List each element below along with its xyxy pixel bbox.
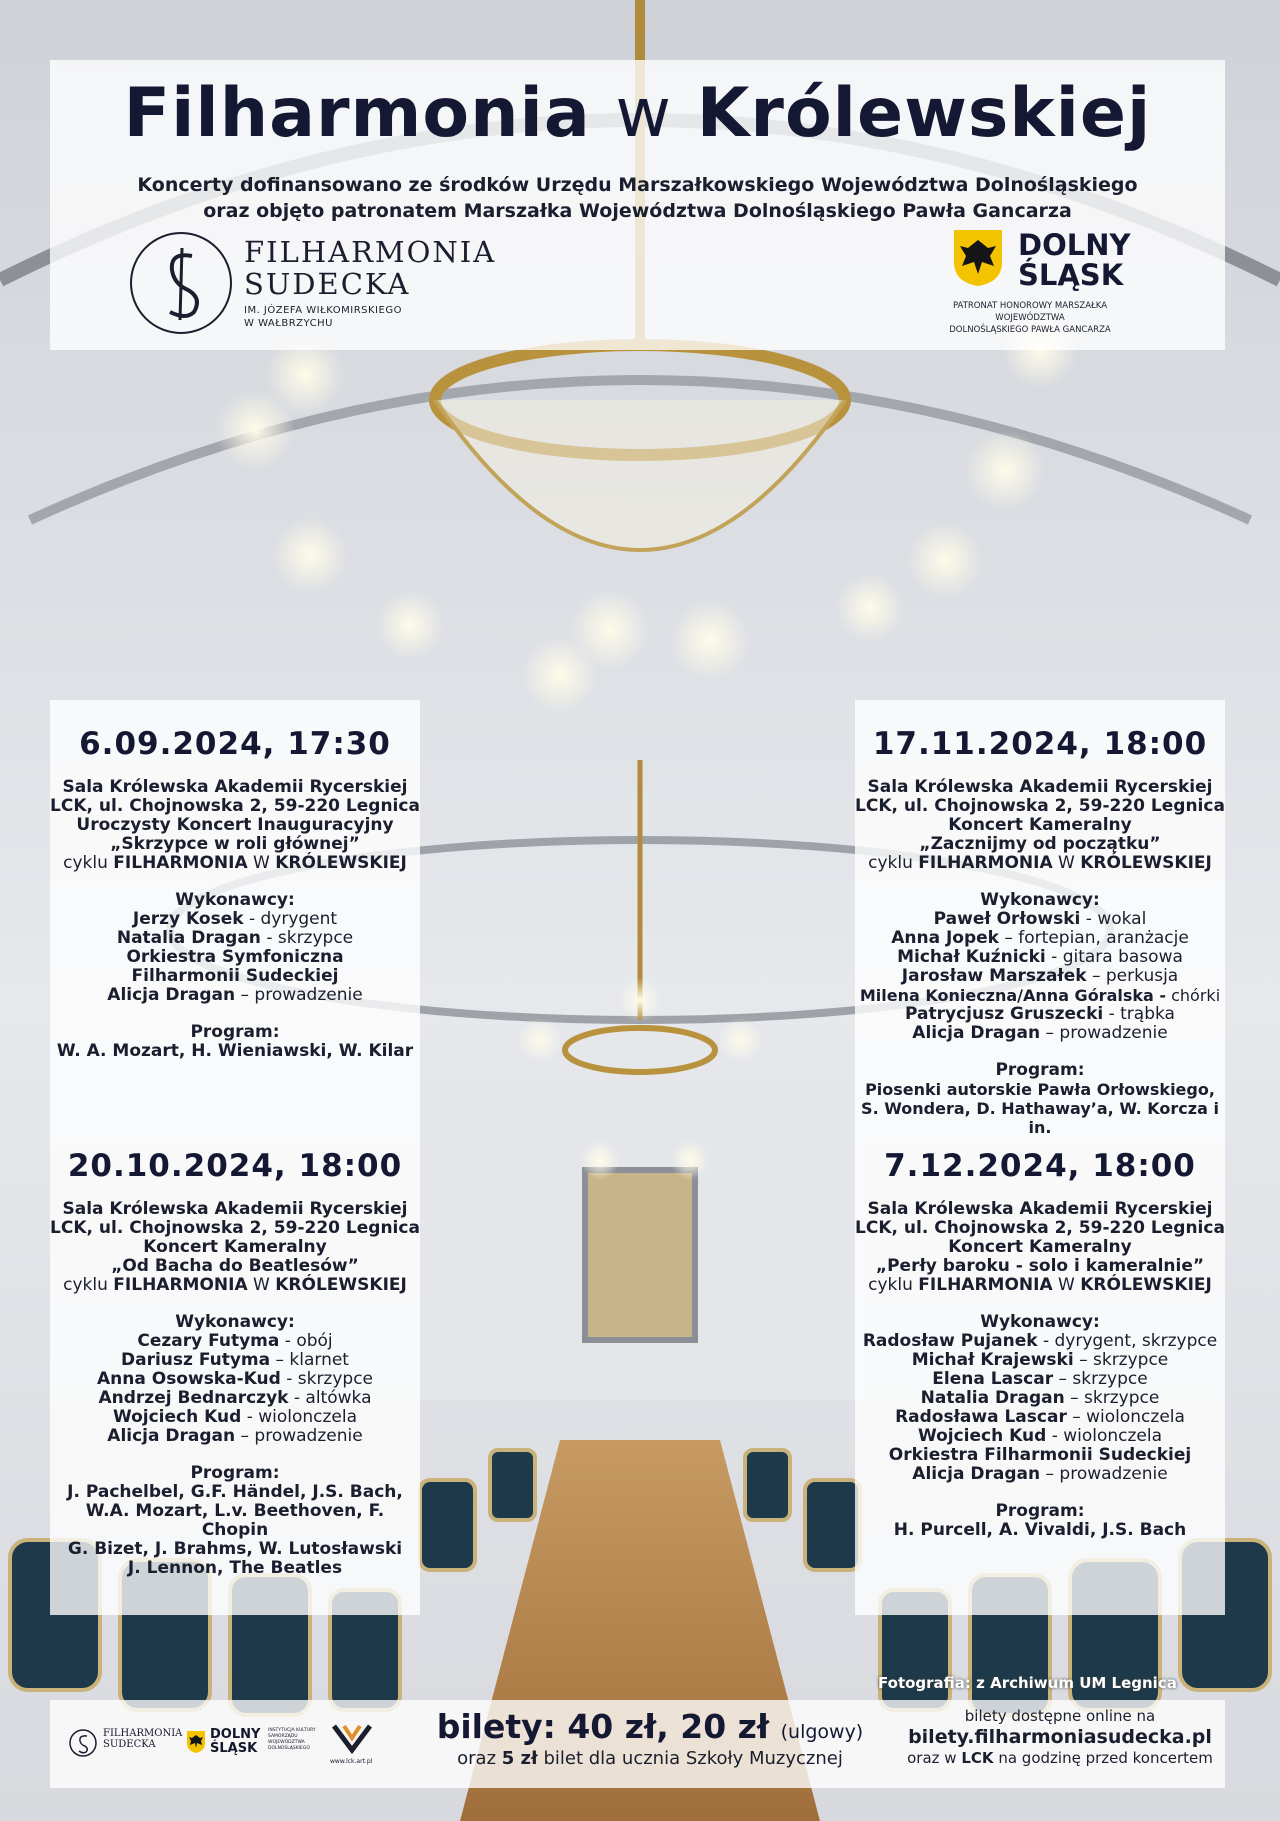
header-panel <box>50 60 1225 350</box>
title-right: Królewskiej <box>696 74 1152 153</box>
concerts-left-column <box>50 700 420 1615</box>
funding-line-2: oraz objęto patronatem Marszałka Województwa Dolnośląskiego Pawła Gancarza <box>203 200 1072 222</box>
online-prefix: oraz w <box>907 1749 957 1767</box>
performer-name: Paweł Orłowski <box>933 909 1081 929</box>
cycle-b: KRÓLEWSKIEJ <box>1080 1275 1212 1295</box>
cycle-w: W <box>1058 1275 1075 1295</box>
cycle-prefix: cyklu <box>63 1275 108 1295</box>
cycle-b: KRÓLEWSKIEJ <box>275 853 407 873</box>
program-label: Program: <box>190 1022 280 1042</box>
concert-date: 20.10.2024, 18:00 <box>67 1148 403 1184</box>
student-prefix: oraz <box>457 1748 497 1769</box>
cycle-prefix: cyklu <box>63 853 108 873</box>
performer-name: Elena Lascar <box>932 1369 1054 1389</box>
performer-name: Jerzy Kosek <box>132 909 244 929</box>
performer-role: - trąbka <box>1103 1004 1175 1024</box>
online-lck: LCK <box>961 1749 994 1767</box>
footer-logos <box>68 1716 388 1776</box>
concert-card-2 <box>50 1148 420 1578</box>
performer-row <box>855 910 1225 929</box>
concert-cycle <box>855 854 1225 873</box>
performer-name: Michał Kuźnicki <box>897 947 1046 967</box>
venue-line-2: LCK, ul. Chojnowska 2, 59-220 Legnica <box>855 1218 1225 1238</box>
student-ticket <box>380 1748 920 1770</box>
title-left: Filharmonia <box>123 74 591 153</box>
mini-ds-line-1: DOLNY <box>210 1727 261 1742</box>
funding-note <box>50 172 1225 224</box>
fs-mini-logo-icon <box>68 1728 98 1758</box>
performer-name: Alicja Dragan <box>912 1464 1041 1484</box>
concert-type: Uroczysty Koncert Inauguracyjny <box>76 815 394 835</box>
eagle-shield-icon <box>952 228 1004 288</box>
fs-sub-1: IM. JÓZEFA WIŁKOMIRSKIEGO <box>244 305 402 316</box>
performer-role: - dyrygent <box>243 909 338 929</box>
ds-line-1: DOLNY <box>1018 228 1131 262</box>
concert-name: „Od Bacha do Beatlesów” <box>111 1256 359 1276</box>
performer-row <box>855 1465 1225 1484</box>
venue-line-1: Sala Królewska Akademii Rycerskiej <box>62 1199 408 1219</box>
performer-name: Wojciech Kud <box>917 1426 1047 1446</box>
performer-role: – perkusja <box>1086 966 1179 986</box>
performer-row <box>855 967 1225 986</box>
program-label: Program: <box>190 1463 280 1483</box>
concert-date: 17.11.2024, 18:00 <box>872 726 1208 762</box>
mini-fs-line-2: SUDECKA <box>103 1739 156 1750</box>
performer-name: Orkiestra Symfoniczna <box>126 947 344 967</box>
performer-row <box>50 910 420 929</box>
concert-date: 6.09.2024, 17:30 <box>79 726 391 762</box>
performer-role: - skrzypce <box>280 1369 374 1389</box>
cycle-a: FILHARMONIA <box>918 853 1053 873</box>
performer-row <box>50 948 420 967</box>
poster-title <box>50 74 1225 153</box>
venue-line-1: Sala Królewska Akademii Rycerskiej <box>867 777 1213 797</box>
performer-role: - dyrygent, skrzypce <box>1037 1331 1218 1351</box>
fs-sub-2: W WAŁBRZYCHU <box>244 318 333 329</box>
performer-row <box>50 1351 420 1370</box>
performer-name: Radosław Pujanek <box>862 1331 1038 1351</box>
student-rest: bilet dla ucznia Szkoły Muzycznej <box>543 1748 843 1769</box>
performer-name: Orkiestra Filharmonii Sudeckiej <box>888 1445 1192 1465</box>
performer-name: Dariusz Futyma <box>121 1350 271 1370</box>
performer-role: – skrzypce <box>1053 1369 1148 1389</box>
program-line: W.A. Mozart, L.v. Beethoven, F. Chopin <box>85 1501 385 1540</box>
performer-name: Natalia Dragan <box>116 928 261 948</box>
online-rest: na godzinę przed koncertem <box>998 1749 1213 1767</box>
performer-row <box>50 1370 420 1389</box>
cycle-a: FILHARMONIA <box>918 1275 1053 1295</box>
performer-row <box>855 1370 1225 1389</box>
concert-cycle <box>50 854 420 873</box>
performer-row <box>50 1427 420 1446</box>
program-line: H. Purcell, A. Vivaldi, J.S. Bach <box>893 1520 1187 1540</box>
concert-name: „Perły baroku - solo i kameralnie” <box>875 1256 1205 1276</box>
ds-sub-2: DOLNOŚLĄSKIEGO PAWŁA GANCARZA <box>949 325 1111 335</box>
program-line: G. Bizet, J. Brahms, W. Lutosławski <box>67 1539 403 1559</box>
performer-name: Andrzej Bednarczyk <box>98 1388 289 1408</box>
cycle-w: W <box>1058 853 1075 873</box>
price-reduced-note: (ulgowy) <box>780 1721 864 1743</box>
cycle-b: KRÓLEWSKIEJ <box>275 1275 407 1295</box>
performers-label: Wykonawcy: <box>980 1312 1100 1332</box>
photo-credit: Fotografia: z Archiwum UM Legnica <box>878 1674 1177 1692</box>
funding-line-1: Koncerty dofinansowano ze środków Urzędu Marszałkowskiego Województwa Dolnośląskiego <box>137 174 1138 196</box>
mini-ds-line-2: ŚLĄSK <box>210 1741 258 1756</box>
fs-line-1: FILHARMONIA <box>244 235 497 269</box>
performer-name: Cezary Futyma <box>137 1331 280 1351</box>
fs-line-2: SUDECKA <box>244 267 411 301</box>
performer-name: Jarosław Marszałek <box>901 966 1087 986</box>
performer-name: Alicja Dragan <box>107 1426 236 1446</box>
performer-role: – prowadzenie <box>235 985 363 1005</box>
performer-row <box>50 1408 420 1427</box>
performer-row <box>855 1427 1225 1446</box>
concert-type: Koncert Kameralny <box>948 815 1132 835</box>
venue-line-1: Sala Królewska Akademii Rycerskiej <box>62 777 408 797</box>
concert-card-1 <box>50 726 420 1061</box>
program-label: Program: <box>995 1060 1085 1080</box>
concert-type: Koncert Kameralny <box>948 1237 1132 1257</box>
performer-name: Alicja Dragan <box>912 1023 1041 1043</box>
ds-sub-1: PATRONAT HONOROWY MARSZAŁKA WOJEWÓDZTWA <box>952 301 1108 323</box>
cycle-w: W <box>253 1275 270 1295</box>
performer-row <box>855 1351 1225 1370</box>
cycle-a: FILHARMONIA <box>113 1275 248 1295</box>
concert-name: „Zacznijmy od początku” <box>919 834 1161 854</box>
concert-cycle <box>50 1276 420 1295</box>
venue-line-1: Sala Królewska Akademii Rycerskiej <box>867 1199 1213 1219</box>
performer-role: – prowadzenie <box>235 1426 363 1446</box>
student-price: 5 zł <box>501 1748 538 1769</box>
performer-row <box>855 929 1225 948</box>
performer-role: – prowadzenie <box>1040 1464 1168 1484</box>
performer-role: - wiolonczela <box>241 1407 358 1427</box>
performer-role: - gitara basowa <box>1045 947 1183 967</box>
performer-name: Filharmonii Sudeckiej <box>131 966 339 986</box>
venue-line-2: LCK, ul. Chojnowska 2, 59-220 Legnica <box>50 1218 420 1238</box>
performer-role: - altówka <box>288 1388 372 1408</box>
performer-row <box>50 1389 420 1408</box>
ds-mini-shield-icon <box>186 1730 206 1754</box>
performer-name: Wojciech Kud <box>112 1407 242 1427</box>
online-line-3 <box>895 1748 1225 1768</box>
price-main-text: bilety: 40 zł, 20 zł <box>436 1707 770 1746</box>
performers-label: Wykonawcy: <box>175 1312 295 1332</box>
performer-role: – fortepian, aranżacje <box>998 928 1189 948</box>
performer-row <box>855 1408 1225 1427</box>
title-w: w <box>615 74 673 153</box>
dolny-slask-logo <box>900 228 1131 340</box>
performer-name: Patrycjusz Gruszecki <box>905 1004 1104 1024</box>
program-line: J. Lennon, The Beatles <box>127 1558 343 1578</box>
performers-label: Wykonawcy: <box>980 890 1100 910</box>
performers-label: Wykonawcy: <box>175 890 295 910</box>
tickets-url[interactable]: bilety.filharmoniasudecka.pl <box>908 1726 1212 1748</box>
program-label: Program: <box>995 1501 1085 1521</box>
venue-line-2: LCK, ul. Chojnowska 2, 59-220 Legnica <box>855 796 1225 816</box>
program-line: J. Pachelbel, G.F. Händel, J.S. Bach, <box>67 1482 403 1502</box>
program-line: S. Wondera, D. Hathaway’a, W. Korcza i in. <box>861 1099 1219 1137</box>
performer-name: Michał Krajewski <box>911 1350 1074 1370</box>
performer-role: - skrzypce <box>260 928 354 948</box>
performer-row <box>855 1332 1225 1351</box>
cycle-prefix: cyklu <box>868 1275 913 1295</box>
performer-row <box>855 986 1225 1005</box>
fs-monogram-icon <box>130 232 232 334</box>
performer-role: – klarnet <box>270 1350 349 1370</box>
performer-name: Alicja Dragan <box>107 985 236 1005</box>
performer-row <box>855 1005 1225 1024</box>
lck-logo-icon <box>330 1722 374 1754</box>
cycle-w: W <box>253 853 270 873</box>
performer-role: - wokal <box>1080 909 1147 929</box>
performer-name: Radosława Lascar <box>895 1407 1067 1427</box>
performer-row <box>855 1389 1225 1408</box>
performer-row <box>50 1332 420 1351</box>
ticket-prices <box>380 1708 920 1751</box>
performer-row <box>50 929 420 948</box>
filharmonia-sudecka-logo <box>130 230 550 340</box>
performer-role: – skrzypce <box>1064 1388 1160 1408</box>
venue-line-2: LCK, ul. Chojnowska 2, 59-220 Legnica <box>50 796 420 816</box>
concert-card-3 <box>855 726 1225 1137</box>
program-line: W. A. Mozart, H. Wieniawski, W. Kilar <box>56 1041 414 1061</box>
performer-role: chórki <box>1166 986 1221 1005</box>
performer-row <box>855 1024 1225 1043</box>
lck-url: www.lck.art.pl <box>330 1758 373 1765</box>
concert-card-4 <box>855 1148 1225 1540</box>
performer-role: – wiolonczela <box>1066 1407 1185 1427</box>
performer-role: – skrzypce <box>1073 1350 1169 1370</box>
cycle-prefix: cyklu <box>868 853 913 873</box>
performer-role: – prowadzenie <box>1040 1023 1168 1043</box>
program-line: Piosenki autorskie Pawła Orłowskiego, <box>865 1080 1215 1099</box>
performer-name: Anna Osowska-Kud <box>96 1369 281 1389</box>
performer-row <box>855 948 1225 967</box>
concert-cycle <box>855 1276 1225 1295</box>
performer-name: Anna Jopek <box>891 928 999 948</box>
concerts-right-column <box>855 700 1225 1615</box>
performer-row <box>50 967 420 986</box>
online-tickets-info <box>895 1706 1225 1768</box>
mini-institution-note: INSTYTUCJA KULTURY SAMORZĄDU WOJEWÓDZTWA DOLNOŚLĄSKIEGO <box>268 1728 316 1751</box>
ds-line-2: ŚLĄSK <box>1018 258 1124 292</box>
performer-role: - obój <box>279 1331 333 1351</box>
concert-name: „Skrzypce w roli głównej” <box>110 834 360 854</box>
online-line-1: bilety dostępne online na <box>964 1707 1156 1725</box>
performer-name: Milena Konieczna/Anna Góralska - <box>859 986 1167 1005</box>
cycle-a: FILHARMONIA <box>113 853 248 873</box>
mini-fs-line-1: FILHARMONIA <box>103 1728 183 1739</box>
cycle-b: KRÓLEWSKIEJ <box>1080 853 1212 873</box>
tickets-footer <box>50 1700 1225 1788</box>
performer-row <box>855 1446 1225 1465</box>
performer-role: - wiolonczela <box>1046 1426 1163 1446</box>
concert-type: Koncert Kameralny <box>143 1237 327 1257</box>
concert-date: 7.12.2024, 18:00 <box>884 1148 1196 1184</box>
performer-name: Natalia Dragan <box>920 1388 1065 1408</box>
performer-row <box>50 986 420 1005</box>
